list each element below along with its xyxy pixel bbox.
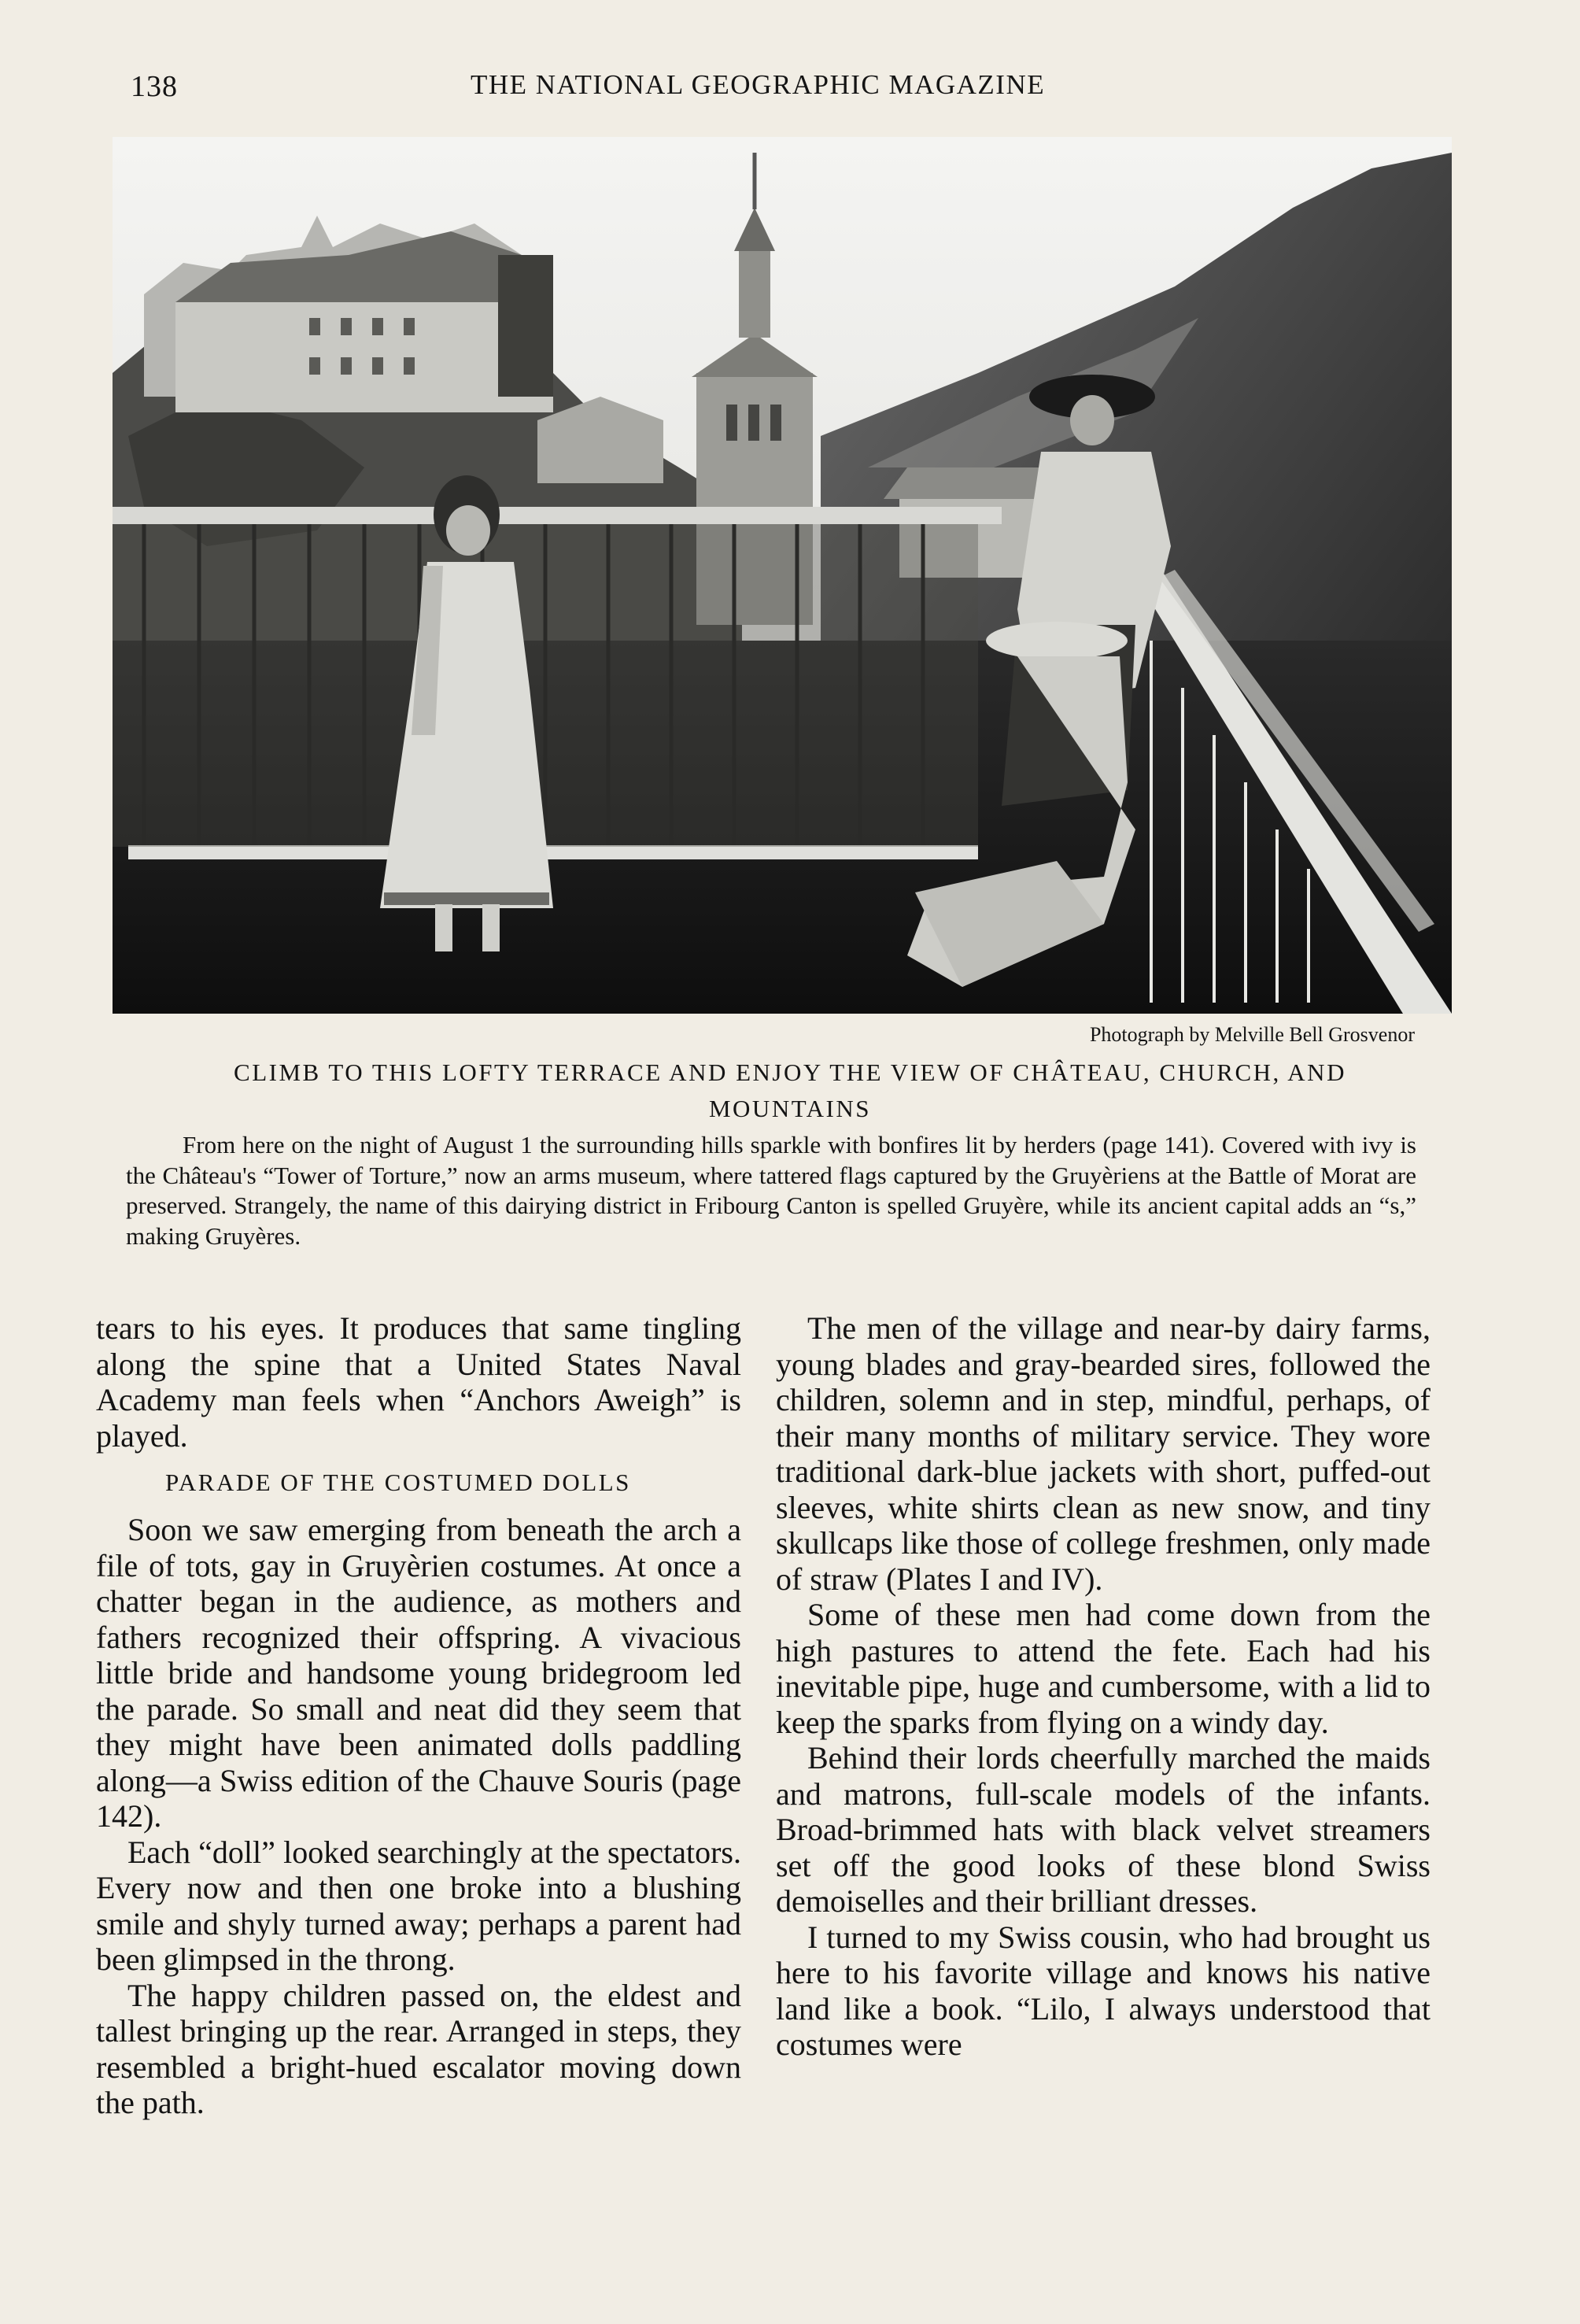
- paragraph: The men of the village and near-by dairy farms, young blades and gray-bearded sires, followed the children, solemn and in step, mindful, perhaps, of their many months of military service. They wore traditional dark-blue jackets with short, puffed-out sleeves, white shirts clean as new snow, and tiny skullcaps like those of college freshmen, only made of straw (Plates I and IV).: [776, 1310, 1430, 1597]
- photograph-illustration: [113, 137, 1452, 1014]
- section-heading: PARADE OF THE COSTUMED DOLLS: [165, 1469, 631, 1496]
- paragraph: tears to his eyes. It produces that same tingling along the spine that a United States Naval Academy man feels when “Anchors Aweigh” is played.: [96, 1310, 741, 1454]
- page-number: 138: [131, 70, 178, 103]
- paragraph: Some of these men had come down from the high pastures to attend the fete. Each had his inevitable pipe, huge and cumbersome, with a lid to keep the sparks from flying on a windy day.: [776, 1597, 1430, 1740]
- figure-caption-text: From here on the night of August 1 the surrounding hills sparkle with bonfires lit by herders (page 141). Covered with ivy is the Château's “Tower of Torture,” now an arms museum, where tattered flags captured by the Gruyèriens at the Battle of Morat are preserved. Strangely, the name of this dairying district in Fribourg Canton is spelled Gruyère, while its ancient capital adds an “s,” making Gruyères.: [126, 1131, 1416, 1250]
- paragraph: Behind their lords cheerfully marched the maids and matrons, full-scale models of the infants. Broad-brimmed hats with black velvet streamers set off the good looks of these blond Swiss demoiselles and their brilliant dresses.: [776, 1740, 1430, 1919]
- paragraph: The happy children passed on, the eldest and tallest bringing up the rear. Arranged in steps, they resembled a bright-hued escalator moving down the path.: [96, 1977, 741, 2120]
- running-head: THE NATIONAL GEOGRAPHIC MAGAZINE: [471, 69, 1046, 100]
- figure-caption: [126, 1130, 1416, 1251]
- figure-title: CLIMB TO THIS LOFTY TERRACE AND ENJOY THE VIEW OF CHÂTEAU, CHURCH, AND MOUNTAINS: [234, 1059, 1346, 1122]
- terrace-photograph: [113, 137, 1452, 1014]
- paragraph: I turned to my Swiss cousin, who had brought us here to his favorite village and knows his native land like a book. “Lilo, I always understood that costumes were: [776, 1919, 1430, 2062]
- photo-credit: Photograph by Melville Bell Grosvenor: [1089, 1023, 1415, 1046]
- article-left-column: [96, 1310, 741, 2121]
- paragraph: Soon we saw emerging from beneath the arch a file of tots, gay in Gruyèrien costumes. At once a chatter began in the audience, as mothers and fathers recognized their offspring. A vivacious little bride and handsome young bridegroom led the parade. So small and neat did they seem that they might have been animated dolls paddling along—a Swiss edition of the Chauve Souris (page 142).: [96, 1512, 741, 1834]
- article-right-column: [776, 1310, 1430, 2063]
- paragraph: Each “doll” looked searchingly at the spectators. Every now and then one broke into a blushing smile and shyly turned away; perhaps a parent had been glimpsed in the throng.: [96, 1834, 741, 1977]
